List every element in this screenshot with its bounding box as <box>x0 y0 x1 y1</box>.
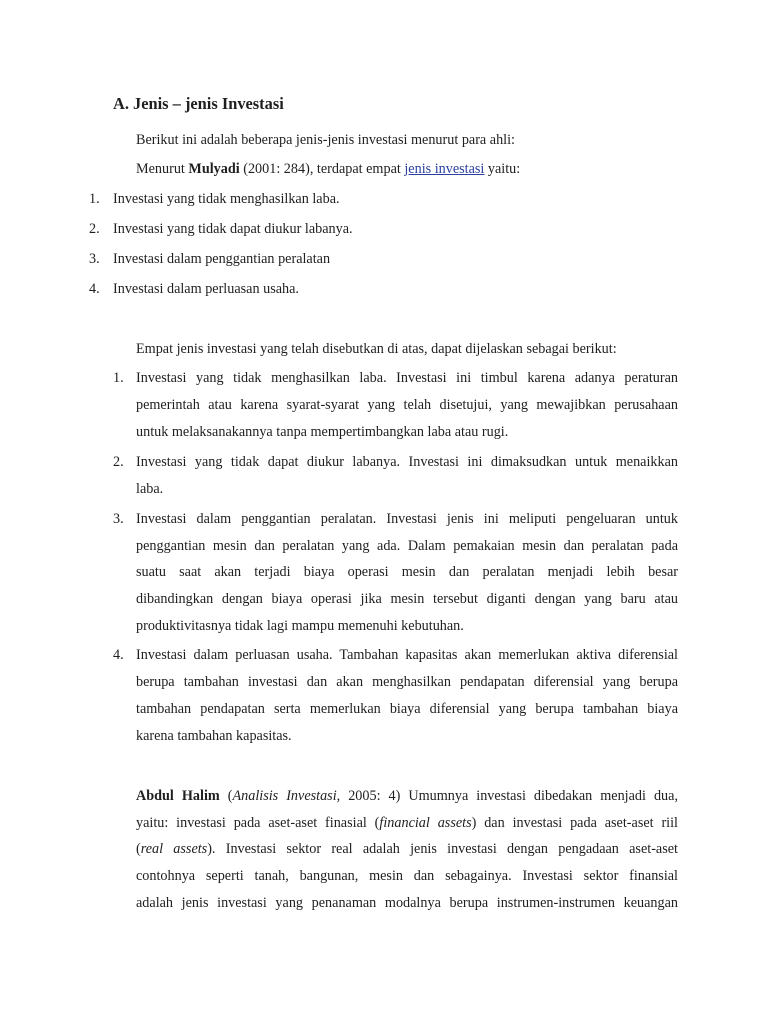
halim-line <box>136 840 678 858</box>
explanation-line: Investasi yang tidak menghasilkan laba. Investasi ini timbul karena adanya peraturan <box>136 370 678 386</box>
halim-l2-post: ) dan investasi pada aset-aset riil <box>471 815 678 831</box>
halim-cite-rest: 2005: 4) Umumnya investasi dibedakan menjadi dua, <box>340 788 678 804</box>
halim-line <box>136 814 678 832</box>
explanation-line: laba. <box>136 481 164 497</box>
explanation-line: tambahan pendapatan serta memerlukan biaya diferensial yang berupa tambahan biaya <box>136 701 678 717</box>
list-item-number: 4. <box>89 281 100 297</box>
explanation-line: karena tambahan kapasitas. <box>136 728 292 744</box>
author-mulyadi: Mulyadi <box>188 161 240 177</box>
list-item: Investasi dalam penggantian peralatan <box>113 251 331 267</box>
list-item: Investasi dalam perluasan usaha. <box>113 281 299 297</box>
term-financial-assets: financial assets <box>379 815 472 831</box>
list-item: Investasi yang tidak dapat diukur labanya. <box>113 221 353 237</box>
book-title: Analisis Investasi, <box>232 788 341 804</box>
list-item-number: 3. <box>89 251 100 267</box>
list-item-number: 4. <box>113 647 124 663</box>
list-item-number: 1. <box>113 370 124 386</box>
author-abdul-halim: Abdul Halim <box>136 788 220 804</box>
explanation-line: berupa tambahan investasi dan akan menghasilkan pendapatan diferensial yang berupa <box>136 674 678 690</box>
intro-paragraph: Berikut ini adalah beberapa jenis-jenis investasi menurut para ahli: <box>136 132 515 148</box>
mulyadi-intro <box>136 160 520 178</box>
halim-l3-pre: ( <box>136 841 141 857</box>
halim-l2-pre: yaitu: investasi pada aset-aset finasial ( <box>136 815 380 831</box>
explanation-line: untuk melaksanakannya tanpa mempertimbangkan laba atau rugi. <box>136 424 509 440</box>
explanation-intro: Empat jenis investasi yang telah disebutkan di atas, dapat dijelaskan sebagai berikut: <box>136 341 617 357</box>
explanation-line: produktivitasnya tidak lagi mampu memenuhi kebutuhan. <box>136 618 464 634</box>
term-real-assets: real assets <box>140 841 208 857</box>
jenis-investasi-link[interactable]: jenis investasi <box>404 161 485 177</box>
explanation-line: Investasi yang tidak dapat diukur labanya. Investasi ini dimaksudkan untuk menaikkan <box>136 454 678 470</box>
list-item-number: 2. <box>89 221 100 237</box>
intro-text-post: yaitu: <box>484 161 521 177</box>
explanation-line: Investasi dalam perluasan usaha. Tambahan kapasitas akan memerlukan aktiva diferensial <box>136 647 678 663</box>
list-item-number: 3. <box>113 511 124 527</box>
explanation-line: dibandingkan dengan biaya operasi jika mesin tersebut diganti dengan yang baru atau <box>136 591 678 607</box>
intro-text-pre: Menurut <box>136 161 189 177</box>
halim-line <box>136 787 678 805</box>
explanation-line: Investasi dalam penggantian peralatan. Investasi jenis ini meliputi pengeluaran untuk <box>136 511 678 527</box>
list-item: Investasi yang tidak menghasilkan laba. <box>113 191 340 207</box>
halim-l3-post: ). Investasi sektor real adalah jenis investasi dengan pengadaan aset-aset <box>207 841 678 857</box>
explanation-line: penggantian mesin dan peralatan yang ada. Dalam pemakaian mesin dan peralatan pada <box>136 538 678 554</box>
halim-line: contohnya seperti tanah, bangunan, mesin dan sebagainya. Investasi sektor finansial <box>136 868 678 884</box>
explanation-line: pemerintah atau karena syarat-syarat yang telah disetujui, yang mewajibkan perusahaan <box>136 397 678 413</box>
intro-text-mid: (2001: 284), terdapat empat <box>239 161 405 177</box>
list-item-number: 2. <box>113 454 124 470</box>
list-item-number: 1. <box>89 191 100 207</box>
halim-line: adalah jenis investasi yang penanaman modalnya berupa instrumen-instrumen keuangan <box>136 895 678 911</box>
explanation-line: suatu saat akan terjadi biaya operasi mesin dan peralatan menjadi lebih besar <box>136 564 678 580</box>
halim-open-paren: ( <box>219 788 233 804</box>
section-heading: A. Jenis – jenis Investasi <box>113 94 284 113</box>
